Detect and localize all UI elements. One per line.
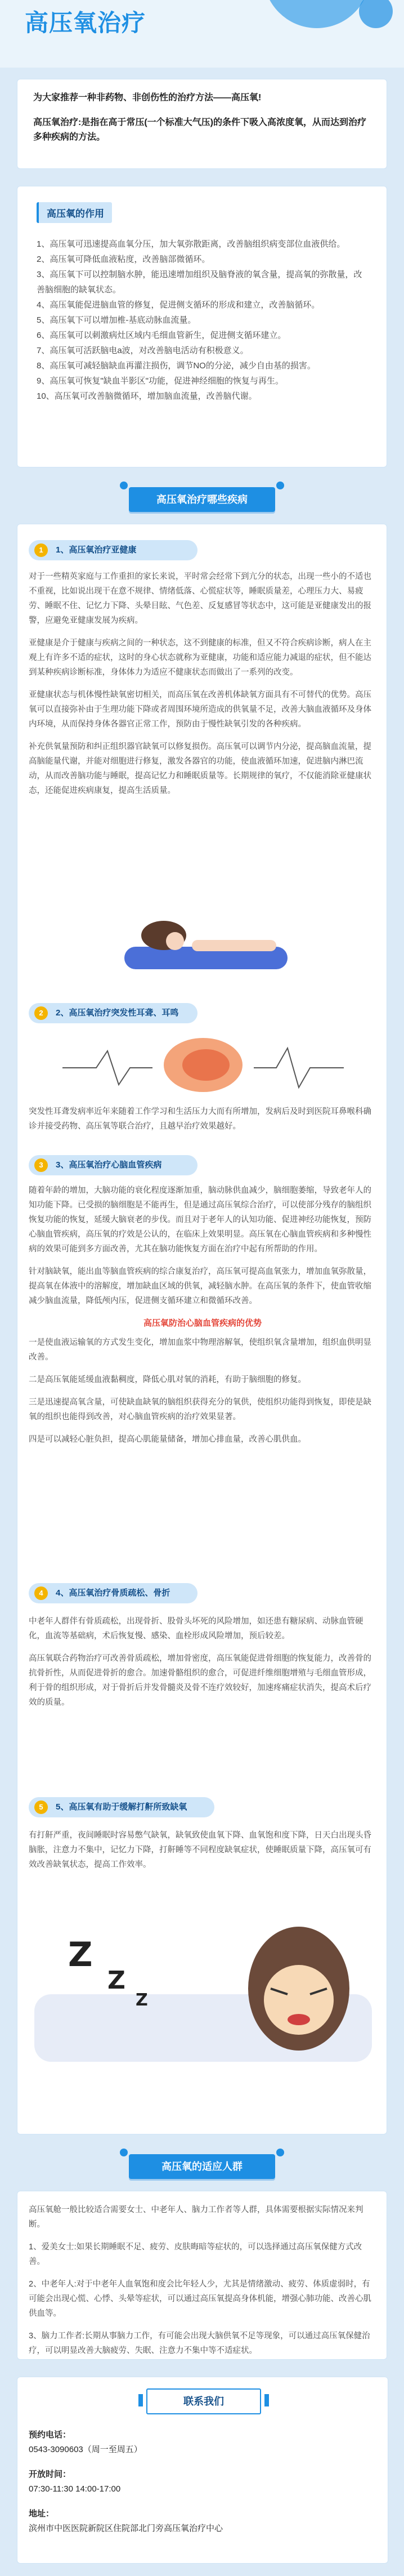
effects-box (17, 186, 387, 467)
svg-text:Z: Z (68, 1935, 93, 1975)
number-badge: 4 (34, 1586, 48, 1600)
section-3-title: 3、高压氧治疗心脑血管疾病 (56, 1160, 162, 1170)
crowd-item: 3、脑力工作者:长期从事脑力工作，有可能会出现大脑供氧不足等现象，可以通过高压氧保健治疗，可以明显改善大脑疲劳、失眠、注意力不集中等不适症状。 (29, 2332, 370, 2355)
advantage-item: 三是迅速提高氧含量，可使缺血缺氧的脑组织获得充分的氧供，使组织功能得到恢复，即使是缺氧的组织也能得到改善，对心脑血管疾病的治疗效果显著。 (29, 1398, 371, 1421)
intro-line-1: 为大家推荐一种非药物、非创伤性的治疗方法——高压氧! (33, 93, 262, 102)
section-1-heading (29, 540, 197, 560)
crowd-item: 1、爱美女士:如果长期睡眠不足、疲劳、皮肤晦暗等症状的，可以选择通过高压氧保健方式改善。 (29, 2243, 362, 2266)
section-2-title: 2、高压氧治疗突发性耳聋、耳鸣 (56, 1008, 179, 1018)
svg-text:Z: Z (107, 1966, 125, 1995)
advantage-item: 一是使血液运输氧的方式发生变化，增加血浆中物理溶解氧，使组织氧含量增加，组织血供明显改善。 (29, 1338, 371, 1362)
diseases-box (17, 524, 387, 2134)
svg-text:Z: Z (136, 1990, 148, 2010)
hours-label: 开放时间： (29, 2470, 71, 2479)
paragraph: 有打鼾严重，夜间睡眠时容易憋气缺氧，缺氧致使血氧下降、血氧饱和度下降，日天白出现头昏脑胀，注意力不集中，记忆力下降，打鼾睡等不同程度缺氧症状，使睡眠质量下降，高压氧可有效改善缺氧状态，提高工作效率。 (29, 1831, 371, 1869)
effects-item: 1、高压氧可迅速提高血氧分压，加大氧弥散距离，改善脑组织病变部位血液供给。 (37, 239, 345, 249)
section-4-text (29, 1614, 376, 1718)
page-header (0, 0, 404, 68)
effects-item: 4、高压氧能促进脑血管的修复，促进侧支循环的形成和建立，改善脑循环。 (37, 300, 320, 310)
intro-line-2: 高压氧治疗:是指在高于常压(一个标准大气压)的条件下吸入高浓度氧，从而达到治疗多种疾病的方法。 (33, 118, 366, 142)
number-badge: 2 (34, 1006, 48, 1020)
decor-shape (263, 0, 370, 28)
section-1-text (29, 569, 376, 806)
section-5-text (29, 1828, 376, 1880)
phone-number[interactable]: 0543-3090603（周一至周五） (29, 2445, 142, 2454)
phone-block (29, 2428, 142, 2457)
diseases-ribbon: 高压氧治疗哪些疾病 (129, 487, 275, 512)
section-3-heading (29, 1155, 197, 1175)
effects-item: 6、高压氧可以刺激病灶区域内毛细血管新生，促进侧支循环建立。 (37, 331, 286, 340)
hours-block (29, 2467, 120, 2497)
phone-label: 预约电话： (29, 2430, 71, 2440)
effects-list (37, 237, 367, 404)
paragraph: 针对脑缺氧，能出血等脑血管疾病的综合康复治疗，高压氧可提高血氧张力，增加血氧弥散量，提高氧在体液中的溶解度，增加缺血区域的供氧，减轻脑水肿。在高压氧的条件下，使血管收缩减少脑血流量，降低颅内压，促进侧支循环建立和微循环改善。 (29, 1267, 371, 1305)
number-badge: 1 (34, 543, 48, 557)
section-2-text (29, 1104, 376, 1142)
effects-item: 3、高压氧下可以控制脑水肿，能迅速增加组织及脑脊液的氧含量，提高氧的弥散量，改善脑细胞的缺氧状态。 (37, 270, 362, 295)
sleeping-woman-illustration (113, 907, 293, 975)
paragraph: 中老年人群伴有骨质疏松，出现骨折、股骨头坏死的风险增加，如还患有糖尿病、动脉血管硬化，血流等基础病，术后恢复慢、感染、血栓形成风险增加，预后较差。 (29, 1617, 363, 1641)
number-badge: 5 (34, 1800, 48, 1814)
advantage-item: 二是高压氧能延缓血液黏稠度，降低心肌对氧的消耗，有助于脑细胞的修复。 (29, 1375, 306, 1384)
crowd-text (29, 2203, 376, 2366)
intro-box (17, 79, 387, 169)
advantage-item: 四是可以减轻心脏负担，提高心肌能量储备，增加心排血量，改善心肌供血。 (29, 1435, 306, 1444)
crowd-box (17, 2191, 387, 2360)
number-badge: 3 (34, 1158, 48, 1172)
paragraph: 亚健康是介于健康与疾病之间的一种状态，这不到健康的标准，但又不符合疾病诊断，病人在主观上有许多不适的症状，这时的身心状态就称为亚健康，功能和适应能力减退的症状，但不能达到某种疾病诊断标准，身体体力为适应不健康状态而做出了一系列的改变。 (29, 639, 371, 677)
contact-title: 联系我们 (146, 2388, 261, 2414)
section-2-heading (29, 1003, 197, 1023)
effects-item: 5、高压氧下可以增加椎-基底动脉血流量。 (37, 315, 196, 325)
paragraph: 补充供氧量预防和纠正组织器官缺氧可以修复损伤。高压氧可以调节内分泌，提高脑血流量，提高脑能量代谢，并能对细胞进行修复，激发各器官的功能，使血液循环加速，促进脑内淋巴流动，从而改善脑功能与睡眠，提高记忆力和睡眠质量等。长期规律的氧疗，不仅能消除亚健康状态，还能促进疾病康复，提高生活质量。 (29, 742, 371, 795)
crowd-item: 2、中老年人:对于中老年人血氧饱和度会比年轻人少，尤其是情绪激动、疲劳、体质虚弱时，有可能会出现心慌、心悸、头晕等症状，可以通过高压氧提高身体机能，增强心肺功能、改善心肌供血等。 (29, 2280, 371, 2318)
address-label: 地址： (29, 2509, 55, 2519)
effects-tag: 高压氧的作用 (37, 202, 112, 223)
paragraph: 突发性耳聋发病率近年来随着工作学习和生活压力大而有所增加，发病后及时到医院耳鼻喉科确诊并接受药物、高压氧等联合治疗，且越早治疗效果越好。 (29, 1107, 371, 1131)
effects-item: 7、高压氧可活跃脑电a波，对改善脑电活动有积极意义。 (37, 346, 249, 355)
decor-circle (359, 0, 393, 28)
effects-item: 2、高压氧可降低血液粘度，改善脑部微循环。 (37, 255, 210, 264)
crowd-ribbon: 高压氧的适应人群 (129, 2154, 275, 2179)
section-4-heading (29, 1583, 197, 1603)
ear-illustration (62, 1034, 344, 1096)
section-5-title: 5、高压氧有助于缓解打鼾所致缺氧 (56, 1802, 187, 1812)
address-block (29, 2507, 223, 2536)
paragraph: 亚健康状态与机体慢性缺氧密切相关，而高压氧在改善机体缺氧方面具有不可替代的优势。高压氧可以直接弥补由于生理功能下降或者周围环境所造成的供氧量不足，改善大脑血液循环及身体内环境，从而保持身体各器官正常工作，预防由于慢性缺氧引发的各种疾病。 (29, 690, 371, 729)
address-value: 滨州市中医医院新院区住院部北门旁高压氧治疗中心 (29, 2524, 223, 2533)
section-4-title: 4、高压氧治疗骨质疏松、骨折 (56, 1588, 170, 1598)
paragraph: 高压氧联合药物治疗可改善骨质疏松，增加骨密度，高压氧能促进骨细胞的恢复能力，改善骨的抗骨折性，从而促进骨折的愈合。加速骨骼组织的愈合，可促进纤维细胞增殖与毛细血管形成，利于骨的组织形成，对于骨折后并发骨髓炎及骨不连疗效较好，加速疼痛症状消失，提高术后疗效的质量。 (29, 1654, 371, 1707)
snoring-illustration (34, 1904, 372, 2067)
effects-item: 9、高压氧可恢复"缺血半影区"功能，促进神经细胞的恢复与再生。 (37, 376, 284, 386)
contact-box (17, 2377, 388, 2564)
section-1-title: 1、高压氧治疗亚健康 (56, 545, 137, 555)
page-title: 高压氧治疗 (25, 10, 146, 36)
section-5-heading (29, 1797, 214, 1817)
advantages-title: 高压氧防治心脑血管疾病的优势 (143, 1318, 262, 1328)
hours-value: 07:30-11:30 14:00-17:00 (29, 2484, 121, 2494)
paragraph: 对于一些精英家庭与工作重担的家长来说，平时常会经常下到亢分的状态，出现一些小的不适也不重视，比如说出现干在意不规律、情绪低落、心慌症状等，睡眠质量差，心理压力大、易疲劳、睡眠不住、记忆力下降、头晕目眩、气色差、反复感冒等状态中，这可能是亚健康发出的报警，应避免亚健康发展为疾病。 (29, 572, 371, 625)
effects-item: 8、高压氧可减轻脑缺血再灌注损伤，调节NO的分泌，减少自由基的损害。 (37, 361, 316, 371)
paragraph: 高压氧舱一般比较适合需要女士、中老年人、脑力工作者等人群，具体需要根据实际情况来判断。 (29, 2205, 363, 2229)
effects-item: 10、高压氧可改善脑微循环，增加脑血流量，改善脑代谢。 (37, 391, 257, 401)
paragraph: 随着年龄的增加，大脑功能的衰化程度逐渐加重，脑动脉供血减少，脑细胞萎缩，导致老年人的知功能下降。已受损的脑细胞是不能再生，但是通过高压氧综合治疗，可以使部分残存的脑组织恢复功能的恢复，延缓大脑衰老的步伐。而且对于老年人的认知功能、促进神经功能恢复，预防心脑血管疾病，高压氧的疗效是公认的，在临床上效果明显。高压氧在心脑血管疾病和多种慢性病的效果可能到多方面改善，尤其在脑功能恢复方面在治疗中起有所帮助的作用。 (29, 1186, 371, 1254)
section-3-text (29, 1183, 376, 1455)
